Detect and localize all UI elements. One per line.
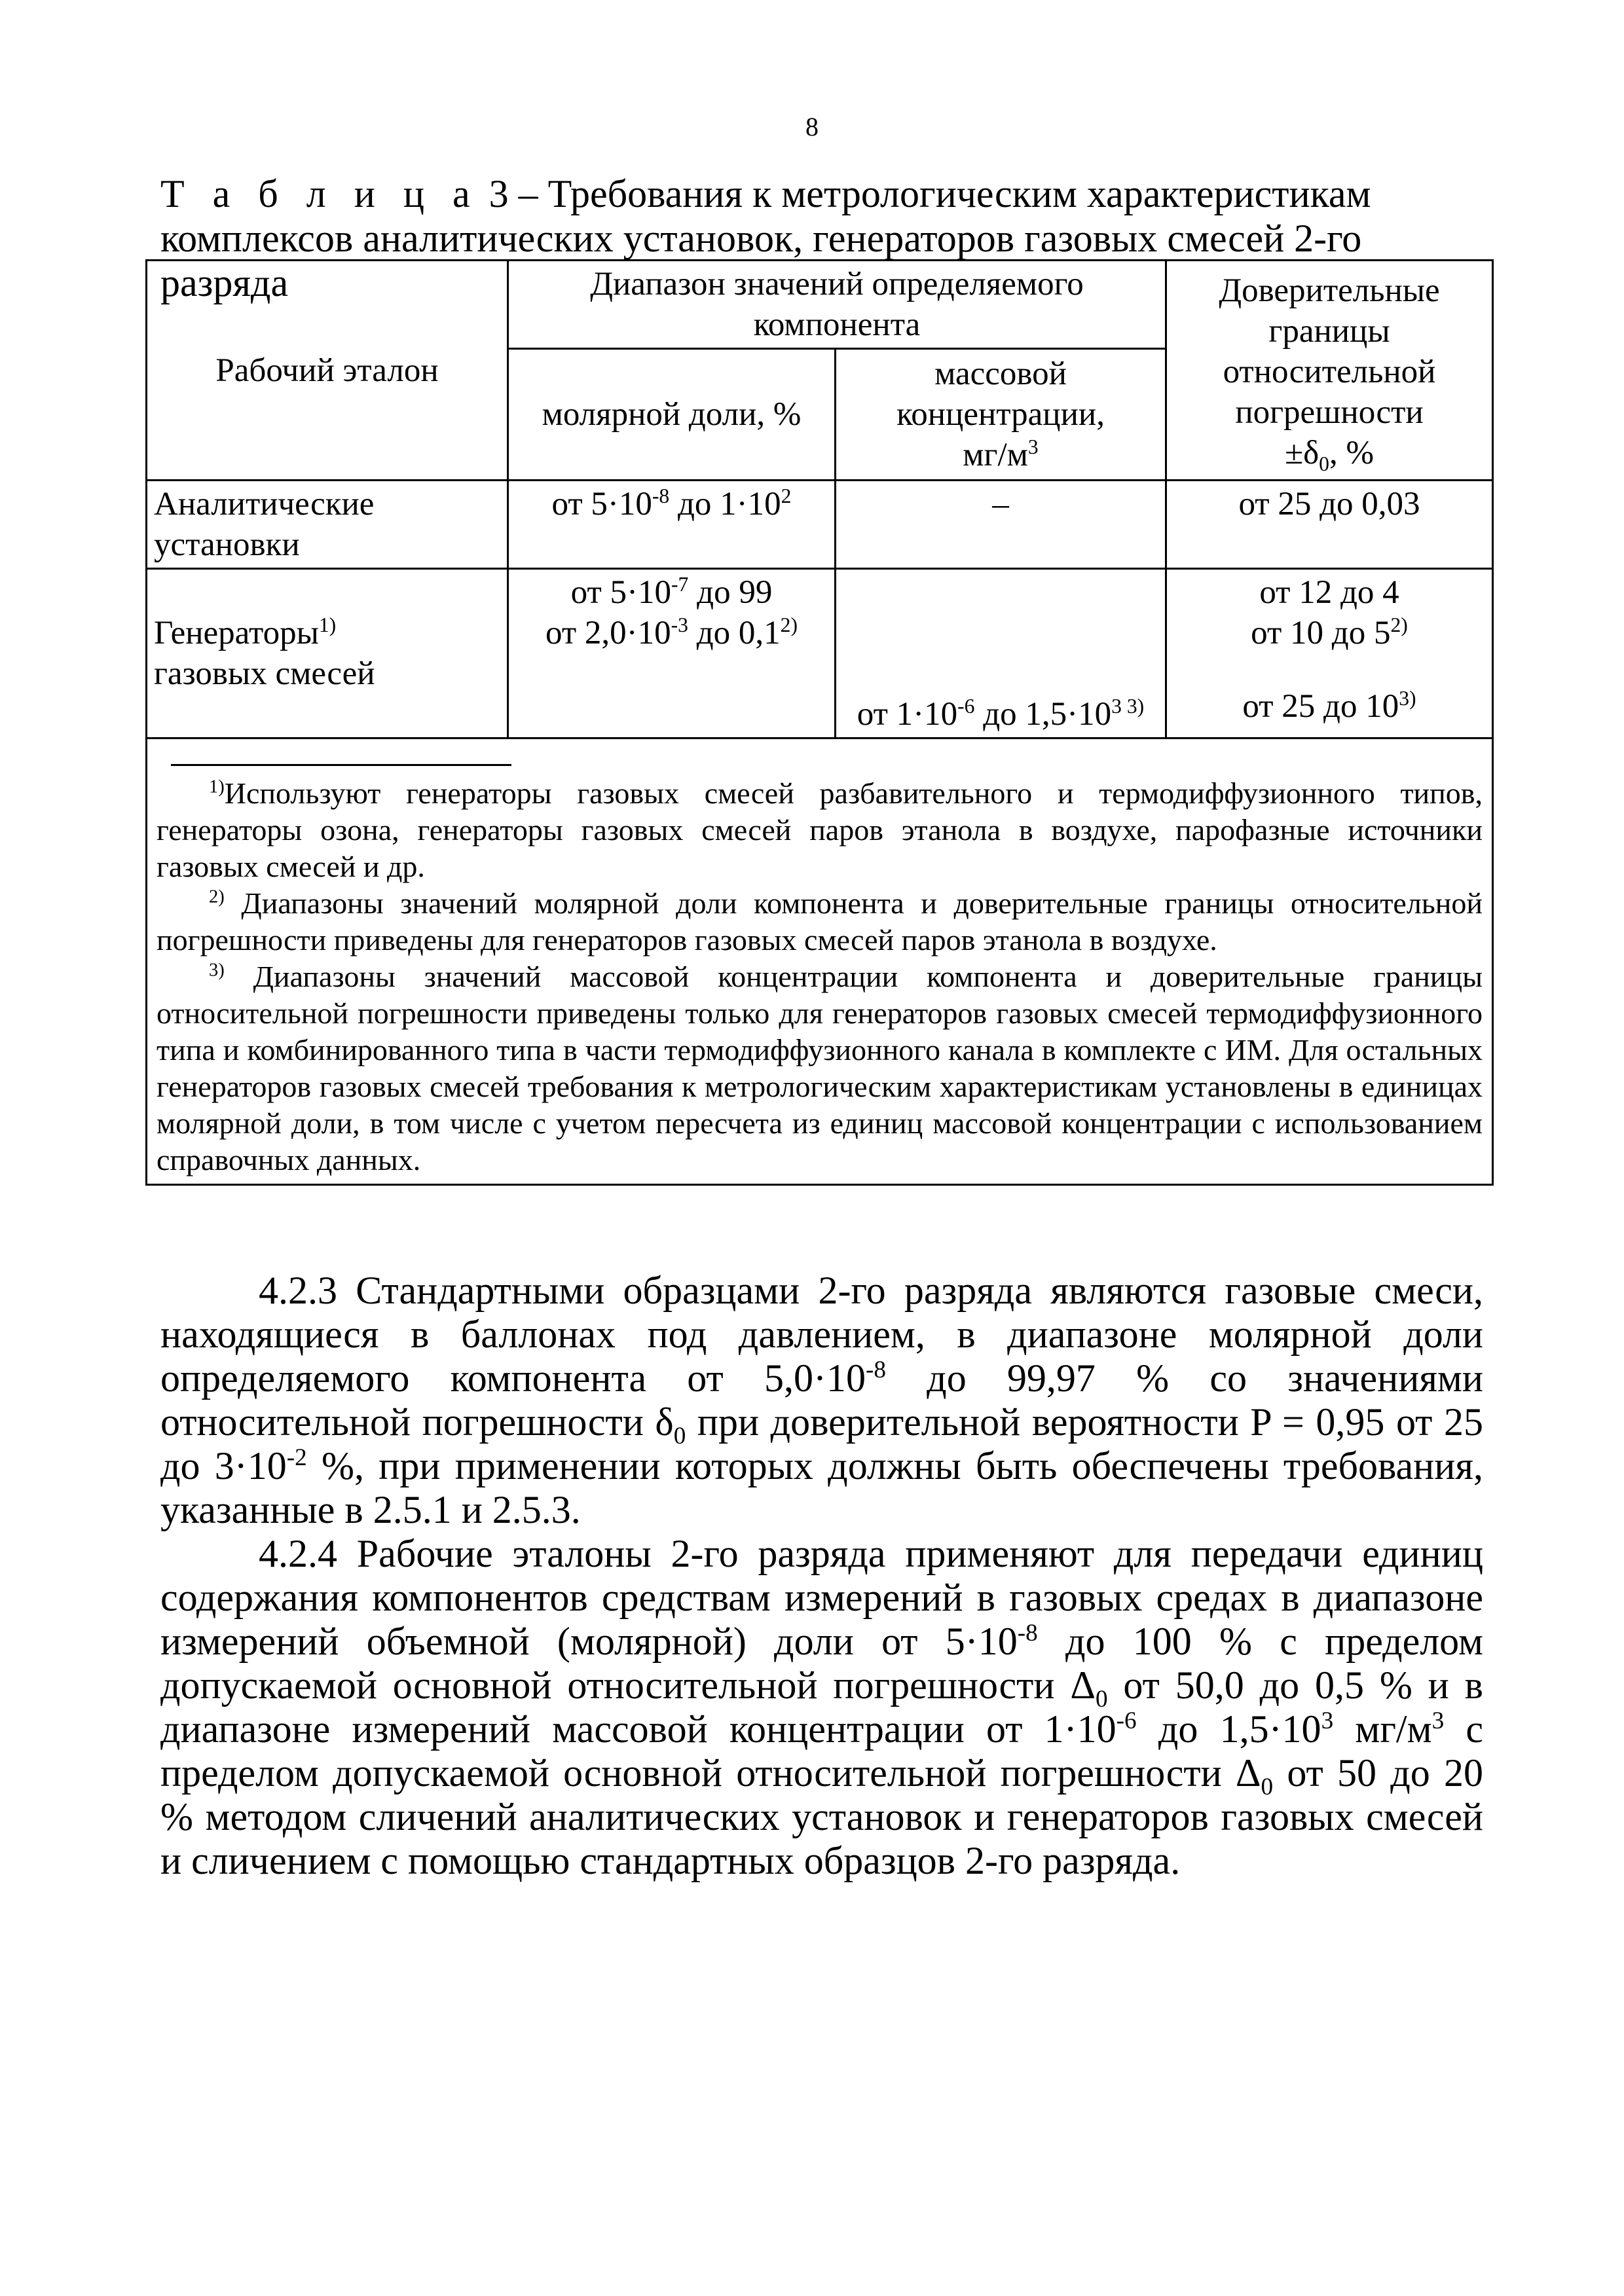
- row2-confidence-3-sup: 3): [1399, 687, 1416, 710]
- row2-mass-a: от 1·10: [857, 696, 958, 733]
- p424-sup-4: 3: [1431, 1707, 1445, 1734]
- p423-sub-1: 0: [673, 1423, 686, 1449]
- row2-standard-sup: 1): [318, 613, 337, 636]
- row2-molar: [508, 569, 836, 738]
- row2-confidence: [1166, 569, 1493, 738]
- footnote-separator: [171, 764, 511, 766]
- row2-mass-a-sup: -6: [957, 695, 975, 718]
- p423-part-4: %, при применении которых должны быть обеспечены требования, указанные в 2.5.1 и 2.5.3.: [160, 1444, 1483, 1531]
- footnote-1-mark: 1): [209, 776, 225, 797]
- row2-confidence-1: от 12 до 4: [1259, 574, 1399, 611]
- p424-part-6: с пределом допускаемой основной относительной погрешности Δ: [160, 1707, 1483, 1795]
- p424-part-7: от 50 до 20 % методом сличений аналитических установок и генераторов газовых смесей и сличением с помощью стандартных образцов 2-го разряда.: [160, 1751, 1483, 1882]
- row2-mass: [836, 569, 1166, 738]
- paragraph-4-2-3: [160, 1269, 1483, 1532]
- footnote-1: [157, 775, 1483, 885]
- row1-standard-text: Аналитические установки: [154, 486, 375, 563]
- paragraph-4-2-4: [160, 1532, 1483, 1883]
- row2-molar2-a-sup: -3: [671, 613, 688, 636]
- p424-sub-2: 0: [1261, 1774, 1274, 1800]
- row2-standard-text: Генераторы: [154, 615, 319, 651]
- row2-molar2-sup: 2): [780, 613, 798, 636]
- header-range: [508, 261, 1166, 349]
- table-notes: [147, 738, 1493, 1185]
- requirements-table: [145, 259, 1494, 1186]
- row2-molar1-b: до 99: [688, 574, 773, 611]
- p424-sub-1: 0: [1095, 1686, 1108, 1713]
- row1-molar-b-sup: 2: [781, 484, 792, 507]
- row2-confidence-2: от 10 до 5: [1251, 615, 1391, 651]
- footnote-3-text: Диапазоны значений массовой концентрации компонента и доверительные границы относительной погрешности приведены только для генераторов газовых смесей термодиффузионного типа и комбинированного типа в части термодиффузионного канала в комплекте с ИМ. Для остальных генераторов газовых смесей требования к метрологическим характеристикам установлены в единицах молярной доли, в том числе с учетом пересчета из единиц массовой концентрации с использованием справочных данных.: [157, 960, 1483, 1176]
- p424-sup-2: -6: [1116, 1707, 1137, 1734]
- table-header-row: [147, 261, 1493, 349]
- footnote-1-text: Используют генераторы газовых смесей разбавительного и термодиффузионного типов, генераторы озона, генераторы газовых смесей паров этанола в воздухе, парофазные источники газовых смесей и др.: [157, 776, 1483, 883]
- table-caption-dash: –: [508, 172, 548, 215]
- row2-mass-b-sup: 3 3): [1111, 695, 1145, 718]
- table-row: [147, 481, 1493, 569]
- header-confidence-sub: 0: [1319, 452, 1329, 476]
- row2-mass-b: до 1,5·10: [974, 696, 1112, 733]
- table-notes-row: [147, 738, 1493, 1185]
- row1-confidence: [1166, 481, 1493, 569]
- page-number: 8: [805, 112, 819, 141]
- p423-part-2: до 99,97 % со значениями относительной погрешности δ: [160, 1357, 1483, 1444]
- row2-standard: [147, 569, 508, 738]
- row1-molar-a: от 5·10: [551, 486, 652, 522]
- row1-mass: [836, 481, 1166, 569]
- row2-confidence-3: от 25 до 10: [1242, 688, 1399, 725]
- p423-sup-2: -2: [286, 1444, 307, 1471]
- row2-molar1-a-sup: -7: [671, 573, 689, 596]
- row1-confidence-text: от 25 до 0,03: [1238, 486, 1420, 522]
- footnote-2-text: Диапазоны значений молярной доли компонента и доверительные границы относительной погрешности приведены для генераторов газовых смесей паров этанола в воздухе.: [157, 886, 1483, 957]
- p424-sup-1: -8: [1017, 1620, 1038, 1647]
- row2-molar1-a: от 5·10: [570, 574, 672, 611]
- p424-sup-3: 3: [1321, 1707, 1334, 1734]
- header-standard-text: Рабочий эталон: [215, 352, 439, 389]
- row2-standard-text-2: газовых смесей: [154, 655, 375, 692]
- header-molar-text: молярной доли, %: [542, 396, 802, 433]
- row1-standard: [147, 481, 508, 569]
- footnote-2: [157, 885, 1483, 958]
- p423-part-1: 4.2.3 Стандартными образцами 2-го разряда являются газовые смеси, находящиеся в баллонах под давлением, в диапазоне молярной доли определяемого компонента от 5,0·10: [160, 1269, 1483, 1400]
- header-mass-unit: мг/м: [963, 437, 1028, 473]
- table-caption-label: Т а б л и ц а: [160, 172, 479, 215]
- footnote-3-mark: 3): [209, 960, 225, 981]
- header-range-text: Диапазон значений определяемого компонента: [590, 266, 1084, 343]
- p424-part-4: до 1,5·10: [1136, 1707, 1321, 1751]
- header-confidence: [1166, 261, 1493, 481]
- p424-part-1: 4.2.4 Рабочие эталоны 2-го разряда применяют для передачи единиц содержания компонентов средствам измерений в газовых средах в диапазоне измерений объемной (молярной) доли от 5·10: [160, 1532, 1483, 1663]
- header-confidence-text: Доверительные границы относительной погрешности: [1219, 272, 1440, 431]
- row2-molar2-b: до 0,1: [688, 615, 781, 651]
- p423-part-3: при доверительной вероятности P = 0,95 от 25 до 3·10: [160, 1400, 1483, 1487]
- table-caption-text: Требования к метрологическим характеристикам комплексов аналитических установок, генераторов газовых смесей 2-го разряда: [160, 172, 1371, 304]
- row2-confidence-2-sup: 2): [1390, 613, 1408, 636]
- p424-part-5: мг/м: [1333, 1707, 1432, 1751]
- p424-part-3: от 50,0 до 0,5 % и в диапазоне измерений массовой концентрации от 1·10: [160, 1664, 1483, 1751]
- table-row: [147, 569, 1493, 738]
- header-molar: [508, 349, 836, 481]
- header-mass-unit-sup: 3: [1027, 435, 1039, 458]
- header-mass-text: массовой концентрации,: [896, 355, 1105, 433]
- p424-part-2: до 100 % с пределом допускаемой основной относительной погрешности Δ: [160, 1620, 1483, 1707]
- footnote-2-mark: 2): [209, 886, 225, 907]
- header-confidence-symbol: ±δ: [1285, 435, 1320, 471]
- footnote-3: [157, 958, 1483, 1178]
- header-mass: [836, 349, 1166, 481]
- row1-molar-a-sup: -8: [652, 484, 670, 507]
- row1-mass-text: –: [992, 486, 1009, 522]
- p423-sup-1: -8: [865, 1357, 886, 1383]
- header-standard: [147, 261, 508, 481]
- header-confidence-unit: , %: [1329, 435, 1374, 471]
- body-text: [160, 1269, 1483, 1883]
- row1-molar-b: до 1·10: [669, 486, 781, 522]
- table-caption-number: 3: [489, 172, 509, 215]
- row1-molar: [508, 481, 836, 569]
- row2-molar2-a: от 2,0·10: [545, 615, 671, 651]
